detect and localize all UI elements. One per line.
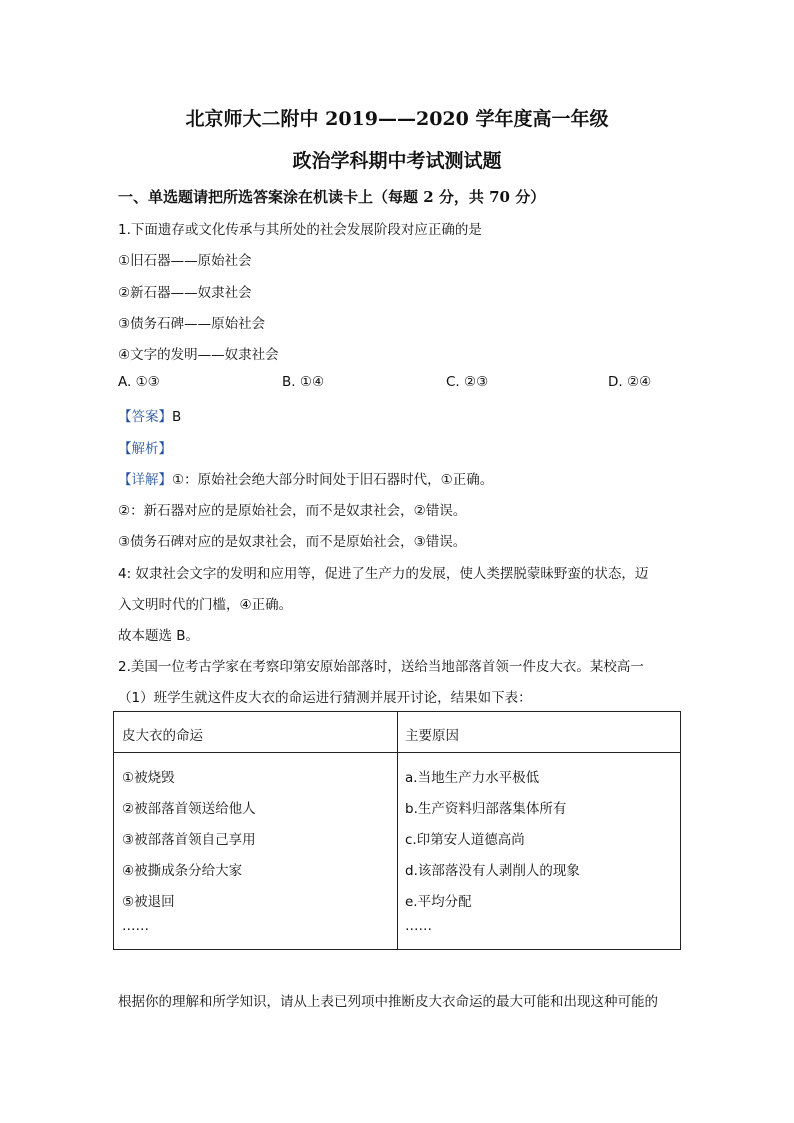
option-b: B. ①④ [282,374,325,390]
table-cell-fate-5: ⑤被退回 [122,894,175,910]
option-a: A. ①③ [118,374,160,390]
section-heading: 一、单选题请把所选答案涂在机读卡上（每题 2 分，共 70 分） [118,188,546,206]
analysis-tag: 【解析】 [118,441,172,457]
exam-title: 北京师大二附中 2019——2020 学年度高一年级 [185,108,609,130]
detail-line-3: ③债务石碑对应的是奴隶社会，而不是原始社会，③错误。 [118,534,467,550]
table-cell-fate-3: ③被部落首领自己享用 [122,832,256,848]
option-d: D. ②④ [608,374,652,390]
table-cell-reason-a: a.当地生产力水平极低 [405,770,540,786]
answer-tag: 【答案】 [118,409,172,425]
table-cell-fate-ellipsis: …… [122,918,149,934]
table-cell-fate-1: ①被烧毁 [122,770,175,786]
question-2-followup: 根据你的理解和所学知识，请从上表已列项中推断皮大衣命运的最大可能和出现这种可能的 [118,994,658,1010]
question-1-item-4: ④文字的发明——奴隶社会 [118,347,279,363]
option-c: C. ②③ [446,374,489,390]
answer-line [118,405,181,425]
detail-line-2: ②：新石器对应的是原始社会，而不是奴隶社会，②错误。 [118,503,467,519]
table-header-reason: 主要原因 [405,728,459,744]
question-1-item-3: ③债务石碑——原始社会 [118,316,266,332]
question-1-stem: 1.下面遗存或文化传承与其所处的社会发展阶段对应正确的是 [118,222,482,238]
answer-value: B [172,409,182,425]
table-cell-reason-d: d.该部落没有人剥削人的现象 [405,863,580,879]
question-1-item-1: ①旧石器——原始社会 [118,253,252,269]
detail-line-1 [118,468,493,488]
table-cell-fate-4: ④被撕成条分给大家 [122,863,243,879]
conclusion-line: 故本题选 B。 [118,628,200,644]
table-cell-reason-c: c.印第安人道德高尚 [405,832,525,848]
exam-subtitle: 政治学科期中考试测试题 [292,150,502,172]
table-cell-reason-ellipsis: …… [405,918,432,934]
table-cell-fate-2: ②被部落首领送给他人 [122,801,256,817]
fur-coat-table [113,711,681,950]
detail-line-5: 入文明时代的门槛，④正确。 [118,597,293,613]
question-1-item-2: ②新石器——奴隶社会 [118,285,252,301]
table-header-fate: 皮大衣的命运 [122,728,203,744]
table-cell-reason-b: b.生产资料归部落集体所有 [405,801,567,817]
detail-tag: 【详解】 [118,472,172,488]
question-2-stem-2: （1）班学生就这件皮大衣的命运进行猜测并展开讨论，结果如下表： [118,690,532,706]
question-2-stem-1: 2.美国一位考古学家在考察印第安原始部落时，送给当地部落首领一件皮大衣。某校高一 [118,659,644,675]
detail-line-4: 4: 奴隶社会文字的发明和应用等，促进了生产力的发展，使人类摆脱蒙昧野蛮的状态，迈 [118,566,649,582]
detail-text-1: ①：原始社会绝大部分时间处于旧石器时代，①正确。 [172,472,494,488]
table-column-divider [397,712,398,949]
table-cell-reason-e: e.平均分配 [405,894,472,910]
